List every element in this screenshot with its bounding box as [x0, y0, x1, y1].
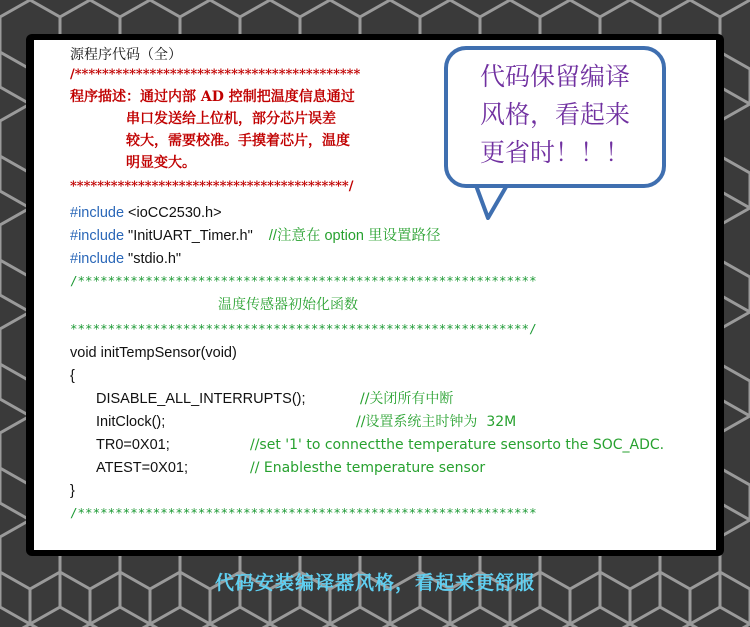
include-line-3 [70, 250, 181, 268]
function-signature: void initTempSensor(void) [70, 345, 237, 361]
include-keyword: #include [70, 228, 125, 244]
include-file: "stdio.h" [128, 251, 182, 267]
statement-1-comment: //关闭所有中断 [360, 391, 454, 407]
end-comment-border: /************************************************************* [70, 505, 537, 520]
statement-4-comment: // Enablesthe temperature sensor [250, 460, 486, 476]
include-file: <ioCC2530.h> [128, 205, 222, 221]
func-comment-border-bottom: *************************************************************/ [70, 321, 537, 336]
func-comment-border-top: /************************************************************* [70, 273, 537, 288]
include-keyword: #include [70, 251, 125, 267]
header-comment-border-top: /****************************************** [70, 67, 361, 82]
include-comment: //注意在 option 里设置路径 [268, 228, 441, 244]
header-comment-line2: 串口发送给上位机，部分芯片误差 [126, 111, 336, 127]
header-comment-line1: 程序描述：通过内部 AD 控制把温度信息通过 [70, 89, 355, 105]
func-comment-title: 温度传感器初始化函数 [218, 297, 358, 313]
statement-2-comment: //设置系统主时钟为 32M [356, 414, 517, 430]
include-file: "InitUART_Timer.h" [128, 228, 253, 244]
bubble-line-3: 更省时！！！ [479, 138, 630, 167]
close-brace: } [70, 483, 75, 499]
speech-bubble [444, 46, 666, 188]
statement-4: ATEST=0X01; [96, 460, 189, 476]
bubble-line-2: 风格，看起来 [479, 100, 630, 129]
include-keyword: #include [70, 205, 125, 221]
open-brace: { [70, 368, 75, 384]
bubble-line-1: 代码保留编译 [479, 62, 630, 91]
header-comment-line3: 较大，需要校准。手摸着芯片，温度 [126, 133, 350, 149]
source-title: 源程序代码（全） [70, 47, 182, 63]
statement-2: InitClock(); [96, 414, 166, 430]
caption-text: 代码安装编译器风格，看起来更舒服 [214, 572, 535, 594]
header-comment-border-bottom: *****************************************/ [70, 179, 354, 194]
header-comment-line4: 明显变大。 [126, 155, 196, 171]
statement-3-comment: //set '1' to connectthe temperature sensorto the SOC_ADC. [250, 437, 665, 453]
include-line-1 [70, 204, 222, 222]
include-line-2 [70, 227, 441, 245]
statement-3: TR0=0X01; [96, 437, 170, 453]
statement-1: DISABLE_ALL_INTERRUPTS(); [96, 391, 306, 407]
